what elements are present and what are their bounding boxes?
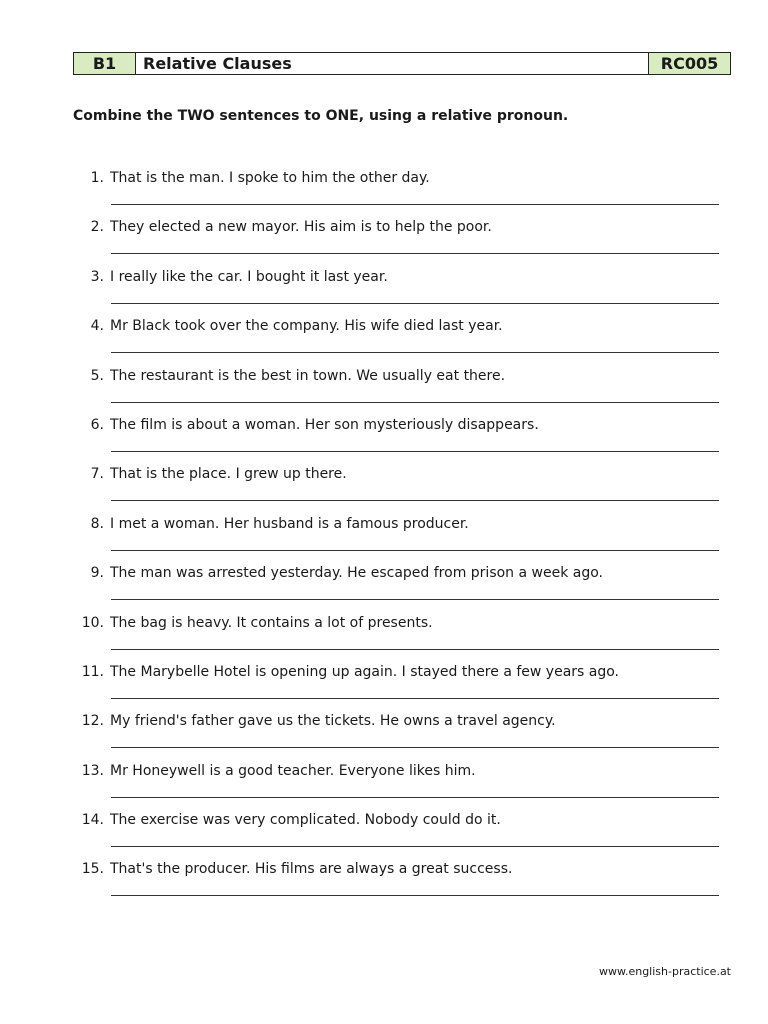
- exercise-item: [73, 215, 719, 264]
- item-number: 6.: [90, 416, 104, 433]
- item-sentence: That's the producer. His films are always a great success.: [110, 861, 513, 878]
- footer-url: www.english-practice.at: [598, 965, 731, 978]
- answer-line[interactable]: [111, 698, 719, 699]
- instruction-text: Combine the TWO sentences to ONE, using a relative pronoun.: [73, 108, 569, 124]
- item-number: 11.: [81, 663, 104, 680]
- exercise-item: [73, 314, 719, 363]
- exercise-list: [73, 166, 719, 907]
- answer-line[interactable]: [111, 895, 719, 896]
- item-number: 1.: [90, 170, 104, 186]
- exercise-item: [73, 857, 719, 906]
- item-number: 10.: [81, 614, 104, 631]
- item-number: 15.: [81, 861, 104, 878]
- item-sentence: I really like the car. I bought it last year.: [110, 268, 388, 285]
- answer-line[interactable]: [111, 599, 719, 600]
- worksheet-header: [73, 52, 731, 75]
- item-sentence: Mr Black took over the company. His wife died last year.: [110, 318, 503, 335]
- item-number: 2.: [90, 219, 104, 236]
- exercise-item: [73, 265, 719, 314]
- item-number: 13.: [81, 762, 104, 779]
- item-sentence: My friend's father gave us the tickets. He owns a travel agency.: [110, 713, 556, 730]
- item-sentence: The Marybelle Hotel is opening up again. I stayed there a few years ago.: [110, 663, 620, 680]
- exercise-item: [73, 611, 719, 660]
- item-sentence: They elected a new mayor. His aim is to help the poor.: [110, 219, 492, 236]
- item-sentence: The man was arrested yesterday. He escaped from prison a week ago.: [110, 565, 604, 582]
- answer-line[interactable]: [111, 204, 719, 205]
- worksheet-code: RC005: [649, 53, 730, 74]
- exercise-item: [73, 660, 719, 709]
- item-sentence: That is the man. I spoke to him the other day.: [110, 170, 430, 186]
- answer-line[interactable]: [111, 649, 719, 650]
- answer-line[interactable]: [111, 352, 719, 353]
- item-number: 8.: [90, 515, 104, 532]
- item-number: 3.: [90, 268, 104, 285]
- item-number: 4.: [90, 318, 104, 335]
- item-sentence: The restaurant is the best in town. We usually eat there.: [110, 367, 506, 384]
- answer-line[interactable]: [111, 747, 719, 748]
- exercise-item: [73, 512, 719, 561]
- answer-line[interactable]: [111, 451, 719, 452]
- item-sentence: Mr Honeywell is a good teacher. Everyone likes him.: [110, 762, 476, 779]
- answer-line[interactable]: [111, 846, 719, 847]
- exercise-item: [73, 364, 719, 413]
- answer-line[interactable]: [111, 500, 719, 501]
- item-number: 5.: [90, 367, 104, 384]
- answer-line[interactable]: [111, 550, 719, 551]
- answer-line[interactable]: [111, 303, 719, 304]
- exercise-item: [73, 561, 719, 610]
- item-sentence: The exercise was very complicated. Nobody could do it.: [110, 812, 501, 829]
- answer-line[interactable]: [111, 402, 719, 403]
- item-sentence: That is the place. I grew up there.: [110, 466, 347, 483]
- answer-line[interactable]: [111, 797, 719, 798]
- exercise-item: [73, 413, 719, 462]
- level-label: B1: [74, 53, 136, 74]
- item-sentence: I met a woman. Her husband is a famous producer.: [110, 515, 469, 532]
- exercise-item: [73, 808, 719, 857]
- answer-line[interactable]: [111, 253, 719, 254]
- item-number: 9.: [90, 565, 104, 582]
- item-sentence: The film is about a woman. Her son mysteriously disappears.: [110, 416, 539, 433]
- item-number: 7.: [90, 466, 104, 483]
- item-sentence: The bag is heavy. It contains a lot of presents.: [110, 614, 433, 631]
- item-number: 12.: [81, 713, 104, 730]
- exercise-item: [73, 709, 719, 758]
- item-number: 14.: [81, 812, 104, 829]
- exercise-item: [73, 462, 719, 511]
- exercise-item: [73, 759, 719, 808]
- worksheet-title: Relative Clauses: [136, 53, 649, 74]
- exercise-item: [73, 166, 719, 215]
